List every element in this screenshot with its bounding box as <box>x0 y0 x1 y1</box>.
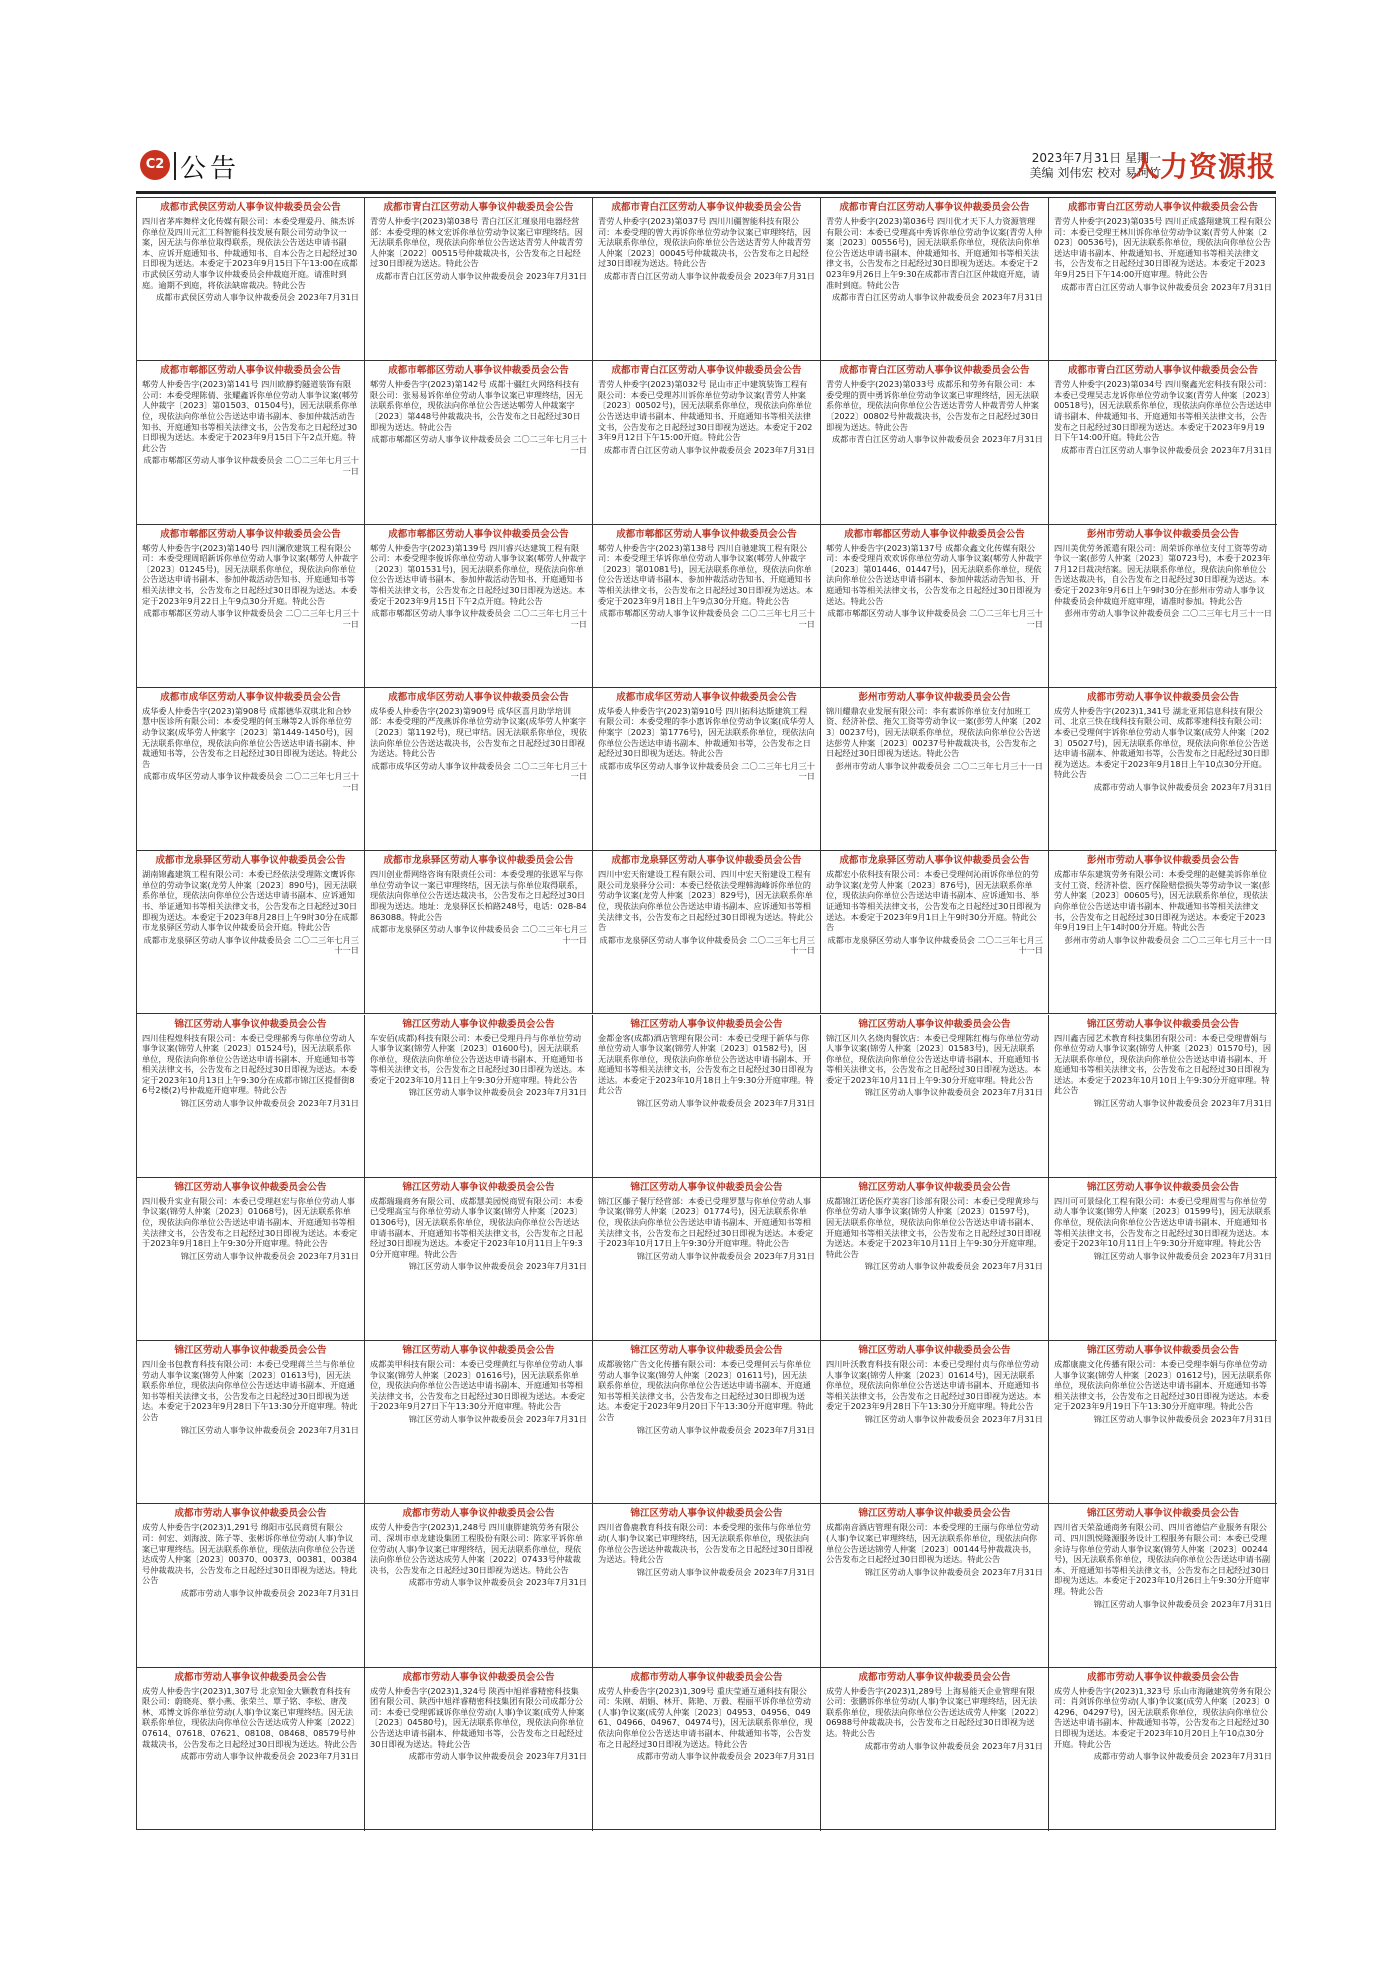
notice-cell <box>1049 525 1277 688</box>
notice-title: 成都市青白江区劳动人事争议仲裁委员会公告 <box>839 365 1030 377</box>
notice-body: 成都宏小依科技有限公司：本委已受理何沁雨诉你单位的劳动争议案(龙劳人仲案〔2023〕876号)，因无法联系你单位，现依法向你单位公告送达申请书副本、应诉通知书、举证通知书等相关法律文书，公告发布之日起经过30日即视为送达。本委定于2023年9月1日上午9时30分开庭。特此公告 <box>826 869 1042 933</box>
section-number-badge: C2 <box>140 150 170 180</box>
notice-body: 锦川耀鼎农业发展有限公司：李有素诉你单位支付加班工资、经济补偿、拖欠工资等劳动争议一案(彭劳人仲案〔2023〕00237号)，因无法联系你单位，现依法向你单位公告送达彭劳人仲案〔2023〕00237号仲裁裁决书，公告发布之日起经过30日即视为送达。特此公告 <box>826 705 1042 759</box>
notice-signature: 锦江区劳动人事争议仲裁委员会 2023年7月31日 <box>1093 1098 1272 1109</box>
notice-signature: 锦江区劳动人事争议仲裁委员会 2023年7月31日 <box>636 1566 815 1577</box>
notice-body: 成劳人仲委告字(2023)1,248号 四川康胖建筑劳务有限公司、深圳市卓龙建设集团工程股份有限公司：陈家平诉你单位劳动(人事)争议案已审理终结，因无法联系你单位，现依法向你单位公告送达成劳人仲案〔2022〕07433号仲裁裁决书，公告发布之日起经过30日即视为送达。特此公告 <box>370 1522 583 1575</box>
notice-cell <box>1049 1178 1277 1341</box>
notice-title: 成都市青白江区劳动人事争议仲裁委员会公告 <box>1067 202 1258 213</box>
notice-body: 四川极升实业有限公司：本委已受理赵宏与你单位劳动人事争议案(锦劳人仲案〔2023〕01068号)，因无法联系你单位，现依法向你单位公告送达申请书副本、开庭通知书等相关法律文书，公告发布之日起经过30日即视为送达。本委定于2023年9月18日上午9:30分开庭审理。特此公告 <box>142 1195 358 1249</box>
notice-signature: 成都市青白江区劳动人事争议仲裁委员会 2023年7月31日 <box>375 270 587 281</box>
notice-cell <box>593 198 821 361</box>
notice-title: 锦江区劳动人事争议仲裁委员会公告 <box>858 1181 1011 1193</box>
notice-body: 金都金客(成都)酒店管理有限公司：本委已受理于新华与你单位劳动人事争议案(锦劳人仲案〔2023〕01582号)，因无法联系你单位，现依法向你单位公告送达申请书副本、开庭通知书等相关法律文书，公告发布之日起经过30日即视为送达。本委定于2023年10月18日上午9:30分开庭审理。特此公告 <box>598 1032 814 1096</box>
notice-title: 锦江区劳动人事争议仲裁委员会公告 <box>858 1508 1011 1520</box>
notice-title: 成都市郫都区劳动人事争议仲裁委员会公告 <box>844 528 1025 540</box>
notice-title: 成都市劳动人事争议仲裁委员会公告 <box>174 1508 327 1520</box>
notice-signature: 成都市青白江区劳动人事争议仲裁委员会 2023年7月31日 <box>603 444 815 455</box>
notice-title: 成都市成华区劳动人事争议仲裁委员会公告 <box>160 691 341 703</box>
notice-signature: 锦江区劳动人事争议仲裁委员会 2023年7月31日 <box>1093 1250 1272 1261</box>
notice-title: 成都市龙泉驿区劳动人事争议仲裁委员会公告 <box>839 855 1030 867</box>
notice-body: 成都瑞瑞商务有限公司、成都慧美园悦商贸有限公司：本委已受理高宝与你单位劳动人事争议案(锦劳人仲案〔2023〕01306号)，因无法联系你单位，现依法向你单位公告送达申请书副本、开庭通知书等相关法律文书，公告发布之日起经过30日即视为送达。本委定于2023年10月11日上午9:30分开庭审理。特此公告 <box>370 1195 583 1259</box>
notice-signature: 成都市龙泉驿区劳动人事争议仲裁委员会 二〇二三年七月三十一日 <box>599 934 815 956</box>
notice-cell <box>137 1015 365 1178</box>
notice-cell <box>821 1341 1049 1504</box>
notice-body: 郫劳人仲委告字(2023)第140号 四川澜欣建筑工程有限公司：本委受理周昭新诉你单位劳动人事争议案(郫劳人仲裁字〔2023〕01245号)，因无法联系你单位，现依法向你单位公告送达申请书副本、参加仲裁活动告知书、开庭通知书等相关法律文书，公告发布之日起经过30日即视为送达。本委定于2023年9月22日上午9点30分开庭。特此公告 <box>142 542 359 606</box>
notice-body: 成劳人仲委告字(2023)1,323号 乐山市海融建筑劳务有限公司：肖剑诉你单位劳动(人事)争议案(成劳人仲案〔2023〕04296、04297号)，因无法联系你单位，现依法向你单位公告送达申请书副本、仲裁通知书等，公告发布之日起经过30日即视为送达。本委定于2023年10月20日上午10点30分开庭。特此公告 <box>1054 1685 1272 1749</box>
notice-title: 彭州市劳动人事争议仲裁委员会公告 <box>1086 528 1239 540</box>
notice-title: 锦江区劳动人事争议仲裁委员会公告 <box>1086 1508 1239 1520</box>
notice-cell <box>593 851 821 1014</box>
notice-signature: 彭州市劳动人事争议仲裁委员会 二〇二三年七月三十一日 <box>835 760 1043 771</box>
notice-title: 锦江区劳动人事争议仲裁委员会公告 <box>630 1018 783 1030</box>
notice-title: 成都市青白江区劳动人事争议仲裁委员会公告 <box>611 202 802 213</box>
notice-body: 成劳人仲委告字(2023)1,291号 绵阳市弘民商贸有限公司：何宏、刘海波、陈子等、张彬诉你单位劳动(人事)争议案已审理终结。因无法联系你单位，现依法向你单位公告送达成劳人仲案〔2023〕00370、00373、00381、00384号仲裁裁决书，公告发布之日起经过30日即视为送达。特此公告 <box>142 1522 358 1586</box>
notice-cell <box>365 688 593 851</box>
notice-signature: 成都市成华区劳动人事争议仲裁委员会 二〇二三年七月三十一日 <box>143 771 359 793</box>
notice-title: 成都市龙泉驿区劳动人事争议仲裁委员会公告 <box>383 855 574 867</box>
notice-signature: 成都市郫都区劳动人事争议仲裁委员会 二〇二三年七月三十一日 <box>143 608 359 629</box>
notice-signature: 成都市劳动人事争议仲裁委员会 2023年7月31日 <box>408 1751 587 1762</box>
notice-signature: 成都市成华区劳动人事争议仲裁委员会 二〇二三年七月三十一日 <box>371 760 587 782</box>
notice-cell <box>1049 198 1277 361</box>
notice-title: 成都市郫都区劳动人事争议仲裁委员会公告 <box>160 365 341 377</box>
notice-body: 锦江区川久名烧肉餐饮店：本委已受理陈红梅与你单位劳动人事争议案(锦劳人仲案〔2023〕01583号)，因无法联系你单位，现依法向你单位公告送达申请书副本、开庭通知书等相关法律文书，公告发布之日起经过30日即视为送达。本委定于2023年10月11日上午9:30分开庭审理。特此公告 <box>826 1032 1042 1085</box>
notice-cell <box>821 688 1049 851</box>
notice-signature: 锦江区劳动人事争议仲裁委员会 2023年7月31日 <box>408 1414 587 1425</box>
notice-cell <box>821 361 1049 524</box>
notice-body: 郫劳人仲委告字(2023)第139号 四川睿兴达建筑工程有限公司：本委受理李俊诉你单位劳动人事争议案(郫劳人仲裁字〔2023〕第01531号)，因无法联系你单位，现依法向你单位公告送达申请书副本、参加仲裁活动告知书、开庭通知书等相关法律文书，公告发布之日起经过30日即视为送达。本委定于2023年9月15日下午2点开庭。特此公告 <box>370 542 587 606</box>
notice-body: 四川鑫吉园艺术教育科技集团有限公司：本委已受理曹娟与你单位劳动人事争议案(锦劳人仲案〔2023〕01570号)，因无法联系你单位，现依法向你单位公告送达申请书副本、开庭通知书等相关法律文书，公告发布之日起经过30日即视为送达。本委定于2023年10月10日上午9:30分开庭审理。特此公告 <box>1054 1032 1272 1096</box>
notice-title: 锦江区劳动人事争议仲裁委员会公告 <box>1086 1345 1239 1357</box>
notice-signature: 成都市郫都区劳动人事争议仲裁委员会 二〇二三年七月三十一日 <box>827 608 1043 629</box>
notice-signature: 锦江区劳动人事争议仲裁委员会 2023年7月31日 <box>636 1098 815 1109</box>
notice-signature: 锦江区劳动人事争议仲裁委员会 2023年7月31日 <box>636 1424 815 1435</box>
notice-signature: 锦江区劳动人事争议仲裁委员会 2023年7月31日 <box>180 1424 359 1435</box>
masthead <box>136 145 1276 194</box>
notice-body: 车安佰(成都)科技有限公司：本委已受理丹丹与你单位劳动人事争议案(锦劳人仲案〔2023〕01600号)，因无法联系你单位，现依法向你单位公告送达申请书副本、开庭通知书等相关法律文书，公告发布之日起经过30日即视为送达。本委定于2023年10月11日上午9:30分开庭审理。特此公告 <box>370 1032 586 1085</box>
notice-title: 锦江区劳动人事争议仲裁委员会公告 <box>630 1181 783 1193</box>
notice-cell <box>1049 1341 1277 1504</box>
notice-title: 锦江区劳动人事争议仲裁委员会公告 <box>402 1345 555 1357</box>
notice-signature: 成都市郫都区劳动人事争议仲裁委员会 二〇二三年七月三十一日 <box>371 608 587 629</box>
notice-signature: 成都市龙泉驿区劳动人事争议仲裁委员会 二〇二三年七月三十一日 <box>371 924 587 945</box>
notice-cell <box>137 361 365 524</box>
newspaper-brand: 人力资源报 <box>1130 150 1276 183</box>
notice-cell <box>593 688 821 851</box>
notice-cell <box>821 851 1049 1014</box>
notice-body: 成都骏铭广告文化传播有限公司：本委已受理何云与你单位劳动人事争议案(锦劳人仲案〔2023〕01611号)，因无法联系你单位，现依法向你单位公告送达申请书副本、开庭通知书等相关法律文书，公告发布之日起经过30日即视为送达。本委定于2023年9月20日下午13:30分开庭审理。特此公告 <box>598 1359 814 1423</box>
notice-cell <box>365 1504 593 1667</box>
notice-cell <box>1049 851 1277 1014</box>
notice-body: 成华委人仲委告字(2023)第910号 四川拓科达斯建筑工程有限公司：本委受理的李小惠诉你单位劳动争议案(成华劳人仲案字〔2023〕第1776号)，因无法联系你单位，现依法向你单位公告送达申请书副本、仲裁通知书等，公告发布之日起经过30日即视为送达。特此公告 <box>598 705 815 759</box>
notice-title: 彭州市劳动人事争议仲裁委员会公告 <box>858 691 1011 703</box>
notice-cell <box>593 1668 821 1831</box>
notice-cell <box>365 1178 593 1341</box>
notice-cell <box>1049 1504 1277 1667</box>
notice-cell <box>821 1668 1049 1831</box>
notice-cell <box>137 1668 365 1831</box>
notice-title: 成都市劳动人事争议仲裁委员会公告 <box>1086 691 1239 703</box>
notice-cell <box>137 688 365 851</box>
notice-signature: 彭州市劳动人事争议仲裁委员会 二〇二三年七月三十一日 <box>1064 934 1272 945</box>
section-title: 公告 <box>180 148 240 185</box>
notice-cell <box>365 198 593 361</box>
notice-body: 四川美优劳务派遣有限公司：周荣诉你单位支付工资等劳动争议一案(彭劳人仲案〔2023〕第0723号)，本委于2023年7月12日裁决结案。因无法联系你单位，现依法向你单位公告送达裁决书，自公告发布之日起经过30日即视为送达。本委定于2023年9月6日上午9时30分在彭州市劳动人事争议仲裁委员会仲裁庭开庭审理，请准时参加。特此公告 <box>1054 542 1271 606</box>
notice-signature: 成都市劳动人事争议仲裁委员会 2023年7月31日 <box>1093 782 1272 793</box>
notice-body: 成都美甲科技有限公司：本委已受理黄红与你单位劳动人事争议案(锦劳人仲案〔2023〕01616号)，因无法联系你单位，现依法向你单位公告送达申请书副本、开庭通知书等相关法律文书，公告发布之日起经过30日即视为送达。本委定于2023年9月27日下午13:30分开庭审理。特此公告 <box>370 1359 586 1412</box>
notice-signature: 成都市青白江区劳动人事争议仲裁委员会 2023年7月31日 <box>1060 444 1272 455</box>
notice-signature: 成都市青白江区劳动人事争议仲裁委员会 2023年7月31日 <box>831 292 1043 303</box>
notice-title: 锦江区劳动人事争议仲裁委员会公告 <box>402 1018 555 1030</box>
notice-cell <box>821 1015 1049 1178</box>
notice-signature: 锦江区劳动人事争议仲裁委员会 2023年7月31日 <box>180 1250 359 1261</box>
notice-body: 成劳人仲委告字(2023)1,309号 重庆莹通互通科技有限公司：朱刚、胡娟、林开、陈艳、万毅、程丽平诉你单位劳动(人事)争议案(成劳人仲案〔2023〕04953、04956、04961、04966、04967、04974号)，因无法联系你单位，现依法向你单位公告送达申请书副本、仲裁通知书等，公告发布之日起经过30日即视为送达。特此公告 <box>598 1685 813 1749</box>
notice-title: 锦江区劳动人事争议仲裁委员会公告 <box>1086 1181 1239 1193</box>
notice-body: 锦江区藤子餐厅经营部：本委已受理罗慧与你单位劳动人事争议案(锦劳人仲案〔2023〕01774号)，因无法联系你单位，现依法向你单位公告送达申请书副本、开庭通知书等相关法律文书，公告发布之日起经过30日即视为送达。本委定于2023年10月17日上午9:30分开庭审理。特此公告 <box>598 1195 814 1249</box>
notice-title: 成都市龙泉驿区劳动人事争议仲裁委员会公告 <box>611 855 802 867</box>
notice-cell <box>593 361 821 524</box>
notice-title: 锦江区劳动人事争议仲裁委员会公告 <box>174 1018 327 1030</box>
notice-cell <box>593 1178 821 1341</box>
notice-signature: 成都市劳动人事争议仲裁委员会 2023年7月31日 <box>864 1740 1043 1751</box>
notice-body: 成劳人仲委告字(2023)1,307号 北京知金大颗教育科技有限公司：蔚晓亮、蔡小燕、张荣兰、覃子铭、李松、唐茂林、邓博文诉你单位劳动(人事)争议案已审理终结。因无法联系你单位，现依法向你单位公告送达成劳人仲案〔2022〕07614、07618、07621、08108、08468、08579号仲裁裁决书，公告发布之日起经过30日即视为送达。特此公告 <box>142 1685 358 1749</box>
notice-body: 四川省鲁鹿教育科技有限公司：本委受理的张伟与你单位劳动(人事)争议案已审理终结，因无法联系你单位，现依法向你单位公告送达仲裁裁决书，公告发布之日起经过30日即视为送达。特此公告 <box>598 1522 814 1565</box>
notice-title: 成都市劳动人事争议仲裁委员会公告 <box>858 1671 1011 1683</box>
notice-title: 成都市青白江区劳动人事争议仲裁委员会公告 <box>383 202 574 213</box>
notice-body: 青劳人仲委字(2023)第034号 四川聚鑫光宏科技有限公司：本委已受理吴志龙诉你单位劳动争议案(青劳人仲案〔2023〕00518号)，因无法联系你单位，现依法向你单位公告送达申请书副本、仲裁通知书、开庭通知书等相关法律文书，公告发布之日起经过30日即视为送达。本委定于2023年9月19日下午14:00开庭。特此公告 <box>1054 379 1272 443</box>
notice-title: 成都市劳动人事争议仲裁委员会公告 <box>402 1508 555 1520</box>
notice-signature: 锦江区劳动人事争议仲裁委员会 2023年7月31日 <box>636 1250 815 1261</box>
notice-title: 锦江区劳动人事争议仲裁委员会公告 <box>1086 1018 1239 1030</box>
notice-body: 青劳人仲委字(2023)第035号 四川正成盛翔建筑工程有限公司：本委已受理王林川诉你单位劳动争议案(青劳人仲案〔2023〕00536号)，因无法联系你单位，现依法向你单位公告送达申请书副本、仲裁通知书、开庭通知书等相关法律文书，公告发布之日起经过30日即视为送达。本委定于2023年9月25日下午14:00开庭审理。特此公告 <box>1054 216 1272 279</box>
notice-title: 锦江区劳动人事争议仲裁委员会公告 <box>174 1345 327 1357</box>
notice-body: 四川佳程煌科技有限公司：本委已受理郝秀与你单位劳动人事争议案(锦劳人仲案〔2023〕01524号)，因无法联系你单位，现依法向你单位公告送达申请书副本、开庭通知书等相关法律文书，公告发布之日起经过30日即视为送达。本委定于2023年10月13日上午9:30分在成都市锦江区提督街86号2楼(2)号仲裁庭开庭审理。特此公告 <box>142 1032 358 1096</box>
notice-cell <box>821 1178 1049 1341</box>
notice-body: 青劳人仲委字(2023)第032号 昆山市正中建筑装饰工程有限公司：本委已受理苏川诉你单位劳动争议案(青劳人仲案〔2023〕00502号)，因无法联系你单位，现依法向你单位公告送达申请书副本、仲裁通知书、开庭通知书等相关法律文书，公告发布之日起经过30日即视为送达。本委定于2023年9月12日下午15:00开庭。特此公告 <box>598 379 813 443</box>
notice-title: 成都市郫都区劳动人事争议仲裁委员会公告 <box>160 528 341 540</box>
notice-title: 锦江区劳动人事争议仲裁委员会公告 <box>630 1508 783 1520</box>
notice-signature: 锦江区劳动人事争议仲裁委员会 2023年7月31日 <box>864 1414 1043 1425</box>
notice-title: 成都市劳动人事争议仲裁委员会公告 <box>1086 1671 1239 1683</box>
notice-body: 四川省茅库舞样文化传媒有限公司：本委受理爱丹、熊杰诉你单位及四川元汇工科智能科技发展有限公司劳动争议一案，因无法与你单位取得联系，现依法公告送达申请书副本、应诉开庭通知书、仲裁通知书、自本公告之日起经过30日即视为送达。本委定于2023年9月15日下午13:00在成都市武侯区劳动人事争议仲裁委员会仲裁庭开庭。请准时到庭。逾期不到庭，将依法缺席裁决。特此公告 <box>142 216 358 290</box>
notice-signature: 锦江区劳动人事争议仲裁委员会 2023年7月31日 <box>408 1087 587 1098</box>
notice-cell <box>821 1504 1049 1667</box>
notice-cell <box>593 1504 821 1667</box>
notice-signature: 锦江区劳动人事争议仲裁委员会 2023年7月31日 <box>864 1261 1043 1272</box>
notice-title: 成都市劳动人事争议仲裁委员会公告 <box>402 1671 555 1683</box>
notice-signature: 锦江区劳动人事争议仲裁委员会 2023年7月31日 <box>1093 1414 1272 1425</box>
notice-title: 成都市劳动人事争议仲裁委员会公告 <box>174 1671 327 1683</box>
notice-cell <box>365 1015 593 1178</box>
notice-title: 成都市龙泉驿区劳动人事争议仲裁委员会公告 <box>155 855 346 867</box>
notice-title: 锦江区劳动人事争议仲裁委员会公告 <box>630 1345 783 1357</box>
notice-signature: 锦江区劳动人事争议仲裁委员会 2023年7月31日 <box>864 1566 1043 1577</box>
notice-body: 成都锦江诺伦医疗美容门诊部有限公司：本委已受理黄珍与你单位劳动人事争议案(锦劳人仲案〔2023〕01597号)，因无法联系你单位，现依法向你单位公告送达申请书副本、开庭通知书等相关法律文书，公告发布之日起经过30日即视为送达。本委定于2023年10月11日上午9:30分开庭审理。特此公告 <box>826 1195 1042 1259</box>
notice-title: 锦江区劳动人事争议仲裁委员会公告 <box>858 1018 1011 1030</box>
notice-signature: 成都市青白江区劳动人事争议仲裁委员会 2023年7月31日 <box>603 270 815 281</box>
notice-signature: 成都市青白江区劳动人事争议仲裁委员会 2023年7月31日 <box>831 434 1043 445</box>
notice-body: 成都南音酒店管理有限公司：本委受理的王丽与你单位劳动(人事)争议案已审理终结，因无法联系你单位，现依法向你单位公告送达锦劳人仲案〔2023〕00144号仲裁裁决书，公告发布之日起经过30日即视为送达。特此公告 <box>826 1522 1039 1565</box>
notice-cell <box>365 1668 593 1831</box>
notice-title: 成都市成华区劳动人事争议仲裁委员会公告 <box>616 691 797 703</box>
notice-cell <box>1049 361 1277 524</box>
notice-cell <box>137 1504 365 1667</box>
notice-signature: 成都市劳动人事争议仲裁委员会 2023年7月31日 <box>1093 1751 1272 1762</box>
notice-body: 青劳人仲委字(2023)第036号 四川优才天下人力资源管理有限公司：本委已受理高中秀诉你单位劳动争议案(青劳人仲案〔2023〕00556号)，因无法联系你单位，现依法向你单位公告送达申请书副本、仲裁通知书、开庭通知书等相关法律文书，公告发布之日起经过30日即视为送达。本委定于2023年9月26日上午9:30在成都市青白江区仲裁庭开庭，请准时到庭。特此公告 <box>826 216 1043 290</box>
issue-date: 2023年7月31日 星期一 <box>1031 151 1161 165</box>
notice-signature: 锦江区劳动人事争议仲裁委员会 2023年7月31日 <box>180 1098 359 1109</box>
notice-body: 四川创业帮网络咨询有限责任公司：本委受理的张恩军与你单位劳动争议一案已审理终结，因无法与你单位取得联系，现依法向你单位公告送达裁决书，公告发布之日起经过30日即视为送达。地址：龙泉驿区长柏路248号，电话：028-84863088。特此公告 <box>370 869 587 922</box>
notice-body: 成劳人仲委告字(2023)1,324号 陕西中旭祥睿精密科技集团有限公司、陕西中旭祥睿精密科技集团有限公司成都分公司：本委已受理郭诚诉你单位劳动(人事)争议案(成劳人仲案〔2023〕04580号)，因无法联系你单位，现依法向你单位公告送达申请书副本、仲裁通知书等，公告发布之日起经过30日即视为送达。特此公告 <box>370 1685 585 1749</box>
notice-cell <box>1049 1668 1277 1831</box>
notice-body: 郫劳人仲委告字(2023)第142号 成都十疆红火网络科技有限公司：张易易诉你单位劳动人事争议案已审理终结，因无法联系你单位，现依法向你单位公告送达郫劳人仲裁案字〔2023〕第448号仲裁裁决书，公告发布之日起经过30日即视为送达。特此公告 <box>370 379 583 432</box>
editors-credit: 美编 刘伟宏 校对 易珂竹 <box>1029 166 1161 180</box>
notice-cell <box>137 851 365 1014</box>
notice-body: 青劳人仲委字(2023)第033号 成都乐和劳务有限公司：本委受理的贾中勇诉你单位劳动争议案已审理终结，因无法联系你单位，现依法向你单位公告送达青劳人仲裁青劳人仲案〔2022〕00802号仲裁裁决书，公告发布之日起经过30日即视为送达。特此公告 <box>826 379 1039 432</box>
notice-cell <box>365 361 593 524</box>
notice-cell <box>1049 688 1277 851</box>
notice-signature: 锦江区劳动人事争议仲裁委员会 2023年7月31日 <box>864 1087 1043 1098</box>
notice-signature: 成都市劳动人事争议仲裁委员会 2023年7月31日 <box>180 1587 359 1598</box>
notice-body: 郫劳人仲委告字(2023)第137号 成都众鑫文化传媒有限公司：本委受理肖欢欢诉你单位劳动人事争议案(郫劳人仲裁字〔2023〕第01446、01447号)，因无法联系你单位，现依法向你单位公告送达申请书副本、参加仲裁活动告知书、开庭通知书等相关法律文书，公告发布之日起经过30日即视为送达。特此公告 <box>826 542 1043 606</box>
notice-body: 四川中宏天衔建设工程有限公司、四川中宏天衔建设工程有限公司龙泉驿分公司：本委已经依法受理韩海峰诉你单位的劳动争议案(龙劳人仲案〔2023〕829号)，因无法联系你单位，现依法向你单位公告送达申请书副本、应诉通知书等相关法律文书，公告发布之日起经过30日即视为送达。特此公告 <box>598 869 814 933</box>
notice-cell <box>137 1178 365 1341</box>
notice-signature: 彭州市劳动人事争议仲裁委员会 二〇二三年七月三十一日 <box>1064 608 1272 619</box>
notice-title: 锦江区劳动人事争议仲裁委员会公告 <box>174 1181 327 1193</box>
notice-signature: 成都市成华区劳动人事争议仲裁委员会 二〇二三年七月三十一日 <box>599 760 815 782</box>
notice-cell <box>137 1341 365 1504</box>
notice-body: 四川省天荣盈通商务有限公司、四川省德信产业服务有限公司、四川凯悦隆源服务设计工程服务有限公司：本委已受理余诗与你单位劳动人事争议案(锦劳人仲案〔2023〕00244号)，因无法联系你单位，现依法向你单位公告送达申请书副本、开庭通知书等相关法律文书，公告发布之日起经过30日即视为送达。本委定于2023年10月26日上午9:30分开庭审理。特此公告 <box>1054 1522 1271 1596</box>
notice-title: 成都市青白江区劳动人事争议仲裁委员会公告 <box>1067 365 1258 377</box>
notice-cell <box>593 1015 821 1178</box>
notice-cell <box>593 1341 821 1504</box>
notice-cell <box>365 1341 593 1504</box>
notice-signature: 成都市劳动人事争议仲裁委员会 2023年7月31日 <box>636 1751 815 1762</box>
notice-body: 四川可可景绿化工程有限公司：本委已受理周雪与你单位劳动人事争议案(锦劳人仲案〔2023〕01599号)，因无法联系你单位，现依法向你单位公告送达申请书副本、开庭通知书等相关法律文书，公告发布之日起经过30日即视为送达。本委定于2023年10月11日上午9:30分开庭审理。特此公告 <box>1054 1195 1272 1249</box>
notice-cell <box>137 198 365 361</box>
notice-title: 成都市青白江区劳动人事争议仲裁委员会公告 <box>839 202 1030 213</box>
notice-title: 锦江区劳动人事争议仲裁委员会公告 <box>858 1345 1011 1357</box>
notice-title: 成都市武侯区劳动人事争议仲裁委员会公告 <box>160 202 341 213</box>
notice-body: 郫劳人仲委告字(2023)第141号 四川欧静豹隧道装饰有限公司：本委受理陈倩、张耀鑫诉你单位劳动人事争议案(郫劳人仲裁字〔2023〕第01503、01504号)，因无法联系你单位，现依法向你单位公告送达申请书副本、参加仲裁活动告知书、开庭通知书等相关法律文书，公告发布之日起经过30日即视为送达。本委定于2023年9月15日下午2点开庭。特此公告 <box>142 379 359 453</box>
notice-title: 彭州市劳动人事争议仲裁委员会公告 <box>1086 855 1239 867</box>
notice-signature: 成都市郫都区劳动人事争议仲裁委员会 二〇二三年七月三十一日 <box>371 434 587 455</box>
notice-signature: 锦江区劳动人事争议仲裁委员会 2023年7月31日 <box>408 1261 587 1272</box>
notices-grid <box>136 197 1276 1830</box>
notice-signature: 成都市郫都区劳动人事争议仲裁委员会 二〇二三年七月三十一日 <box>143 455 359 477</box>
notice-body: 四川叶沃教育科技有限公司：本委已受理付贞与你单位劳动人事争议案(锦劳人仲案〔2023〕01614号)，因无法联系你单位，现依法向你单位公告送达申请书副本、开庭通知书等相关法律文书，公告发布之日起经过30日即视为送达。本委定于2023年9月28日下午13:30分开庭审理。特此公告 <box>826 1359 1042 1412</box>
notice-signature: 成都市武侯区劳动人事争议仲裁委员会 2023年7月31日 <box>156 292 359 303</box>
notice-title: 成都市郫都区劳动人事争议仲裁委员会公告 <box>388 365 569 377</box>
notice-cell <box>593 525 821 688</box>
notice-signature: 成都市郫都区劳动人事争议仲裁委员会 二〇二三年七月三十一日 <box>599 608 815 629</box>
notice-signature: 成都市龙泉驿区劳动人事争议仲裁委员会 二〇二三年七月三十一日 <box>827 934 1043 956</box>
notice-cell <box>365 525 593 688</box>
notice-signature: 成都市劳动人事争议仲裁委员会 2023年7月31日 <box>408 1577 587 1588</box>
notice-body: 成劳人仲委告字(2023)1,341号 湖北亚邦信息科技有限公司、北京三快在线科技有限公司、成都零速科技有限公司：本委已受理何宇诉你单位劳动人事争议案(成劳人仲案〔2023〕05027号)，因无法联系你单位，现依法向你单位公告送达申请书副本、仲裁通知书等，公告发布之日起经过30日即视为送达。本委定于2023年9月18日上午10点30分开庭。特此公告 <box>1054 705 1270 780</box>
notice-cell <box>821 198 1049 361</box>
notice-body: 郫劳人仲委告字(2023)第138号 四川自驰建筑工程有限公司：本委受理王华诉你单位劳动人事争议案(郫劳人仲裁字〔2023〕第01081号)，因无法联系你单位，现依法向你单位公告送达申请书副本、参加仲裁活动告知书、开庭通知书等相关法律文书，公告发布之日起经过30日即视为送达。本委定于2023年9月18日上午9点30分开庭。特此公告 <box>598 542 814 606</box>
notice-cell <box>821 525 1049 688</box>
notice-signature: 成都市龙泉驿区劳动人事争议仲裁委员会 二〇二三年七月三十一日 <box>143 934 359 956</box>
notice-title: 成都市郫都区劳动人事争议仲裁委员会公告 <box>388 528 569 540</box>
notice-body: 成都市华东建筑劳务有限公司：本委受理的赵健美诉你单位支付工资、经济补偿、医疗保险赔偿损失等劳动争议一案(彭劳人仲案〔2023〕00605号)，因无法联系你单位，现依法向你单位公告送达申请书副本、仲裁通知书等相关法律文书，公告发布之日起经过30日即视为送达。本委定于2023年9月19日上午14时00分开庭。特此公告 <box>1054 869 1271 933</box>
notice-cell <box>1049 1015 1277 1178</box>
notice-signature: 锦江区劳动人事争议仲裁委员会 2023年7月31日 <box>1093 1598 1272 1609</box>
notice-title: 锦江区劳动人事争议仲裁委员会公告 <box>402 1181 555 1193</box>
newspaper-page <box>136 145 1276 1835</box>
notice-body: 青劳人仲委字(2023)第037号 四川川疆智能科技有限公司：本委受理的曾大再诉你单位劳动争议案已审理终结，因无法联系你单位，现依法向你单位公告送达青劳人仲裁青劳人仲案〔2023〕00045号仲裁裁决书，公告发布之日起经过30日即视为送达。特此公告 <box>598 216 811 269</box>
notice-title: 成都市劳动人事争议仲裁委员会公告 <box>630 1671 783 1683</box>
notice-body: 成劳人仲委告字(2023)1,289号 上海易能天企业管理有限公司：张鹏诉你单位劳动(人事)争议案已审理终结，因无法联系你单位，现依法向你单位公告送达成劳人仲案〔2022〕06988号仲裁裁决书，公告发布之日起经过30日即视为送达。特此公告 <box>826 1685 1040 1739</box>
notice-body: 成华委人仲委告字(2023)第909号 成华区喜月助学培训部：本委受理的严茂燕诉你单位劳动争议案(成华劳人仲案字〔2023〕第1192号)，现已审结。因无法联系你单位，现依法向你单位公告送达裁决书，公告发布之日起经过30日即视为送达。特此公告 <box>370 705 587 759</box>
notice-signature: 成都市劳动人事争议仲裁委员会 2023年7月31日 <box>180 1751 359 1762</box>
notice-body: 青劳人仲委字(2023)第038号 青白江区汇瑾泉用电器经营部：本委受理的林文宏诉你单位劳动争议案已审理终结。因无法联系你单位，现依法向你单位公告送达青劳人仲裁青劳人仲案〔2022〕00515号仲裁裁决书，公告发布之日起经过30日即视为送达。特此公告 <box>370 216 583 269</box>
notice-body: 成都康鹿文化传播有限公司：本委已受理李娟与你单位劳动人事争议案(锦劳人仲案〔2023〕01612号)，因无法联系你单位，现依法向你单位公告送达申请书副本、开庭通知书等相关法律文书，公告发布之日起经过30日即视为送达。本委定于2023年9月19日下午13:30分开庭审理。特此公告 <box>1054 1359 1272 1412</box>
notice-title: 成都市青白江区劳动人事争议仲裁委员会公告 <box>611 365 802 377</box>
notice-cell <box>365 851 593 1014</box>
notice-body: 成华委人仲委告字(2023)第908号 成都德华双琪北和合妙慧中医诊所有限公司：本委受理的何玉琳等2人诉你单位劳动争议案(成华劳人仲案字〔2023〕第1449-1450号)，因无法联系你单位，现依法向你单位公告送达申请书副本、仲裁通知书等，公告发布之日起经过30日即视为送达。特此公告 <box>142 705 358 769</box>
notice-signature: 成都市青白江区劳动人事争议仲裁委员会 2023年7月31日 <box>1060 281 1272 292</box>
notice-title: 成都市郫都区劳动人事争议仲裁委员会公告 <box>616 528 797 540</box>
notice-body: 湖南锦鑫建筑工程有限公司：本委已经依法受理陈文鹰诉你单位的劳动争议案(龙劳人仲案〔2023〕890号)，因无法联系你单位，现依法向你单位公告送达申请书副本、应诉通知书、举证通知书等相关法律文书，公告发布之日起经过30日即视为送达。本委定于2023年8月28日上午9时30分在成都市龙泉驿区劳动人事争议仲裁委员会开庭。特此公告 <box>142 869 358 933</box>
notice-cell <box>137 525 365 688</box>
notice-title: 成都市成华区劳动人事争议仲裁委员会公告 <box>388 691 569 703</box>
notice-body: 四川金书包教育科技有限公司：本委已受理蒋兰兰与你单位劳动人事争议案(锦劳人仲案〔2023〕01613号)，因无法联系你单位，现依法向你单位公告送达申请书副本、开庭通知书等相关法律文书，公告发布之日起经过30日即视为送达。本委定于2023年9月28日下午13:30分开庭审理。特此公告 <box>142 1359 358 1423</box>
